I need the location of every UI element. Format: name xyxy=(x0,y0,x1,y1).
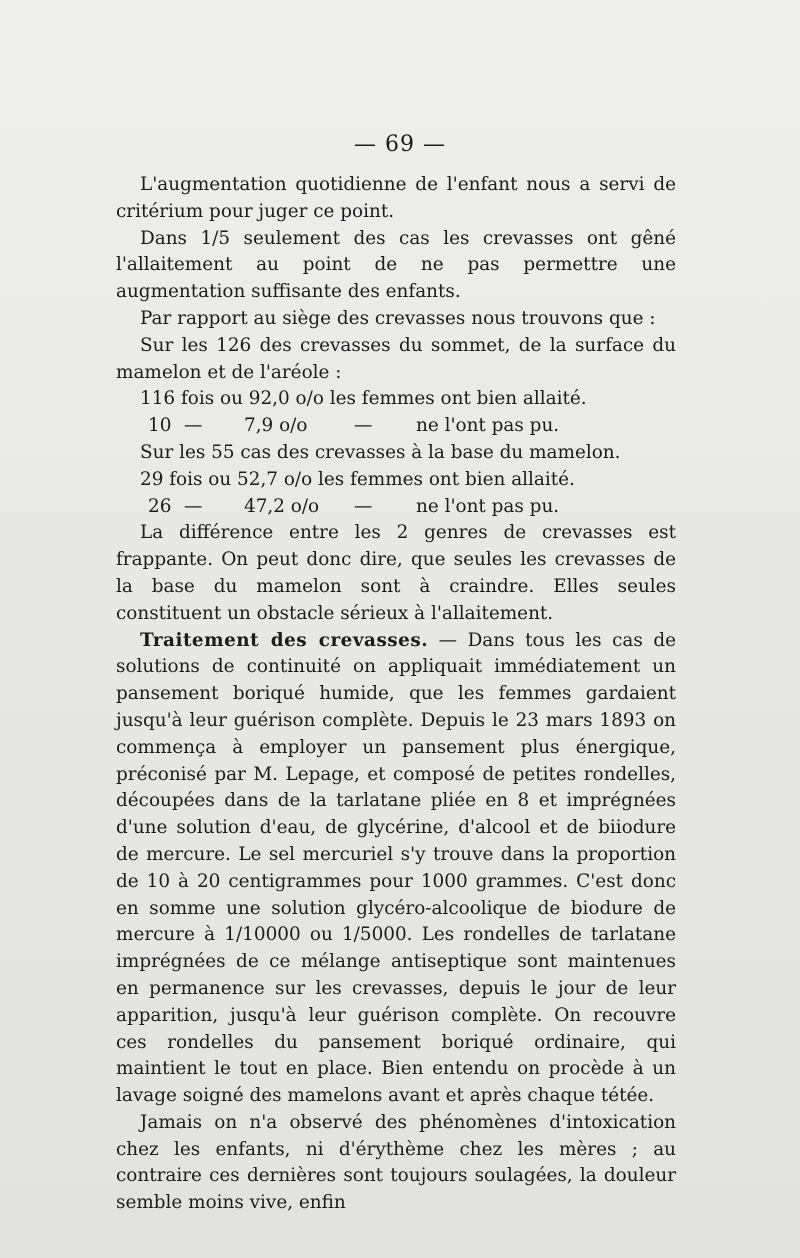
page-number: — 69 — xyxy=(354,132,446,157)
stat-dash: — xyxy=(184,415,203,437)
paragraph-treatment xyxy=(116,628,676,1110)
stat-row-summit-success xyxy=(116,386,676,413)
stat-dash: — xyxy=(184,495,203,517)
paragraph-criterion: L'augmentation quotidienne de l'enfant nous a servi de critérium pour juger ce point. xyxy=(116,174,676,222)
stat-text: ne l'ont pas pu. xyxy=(416,495,560,517)
stat-count: 26 xyxy=(148,495,172,517)
paragraph-difference: La différence entre les 2 genres de crevasses est frappante. On peut donc dire, que seules les crevasses de la base du mamelon sont à craindre. Elles seules constituent un obstacle sérieux à l'allaitement. xyxy=(116,522,676,624)
paragraph-site: Par rapport au siège des crevasses nous trouvons que : xyxy=(140,307,656,329)
stat-percent: 7,9 o/o xyxy=(244,415,308,437)
paragraph-base: Sur les 55 cas des crevasses à la base du mamelon. xyxy=(140,441,621,463)
paragraph-intoxication: Jamais on n'a observé des phénomènes d'intoxication chez les enfants, ni d'érythème chez les mères ; au contraire ces dernières sont toujours soulagées, la douleur semble moins vive, enfin xyxy=(116,1111,676,1214)
stat-text: 29 fois ou 52,7 o/o les femmes ont bien allaité. xyxy=(140,468,575,490)
stat-row-base-success xyxy=(116,467,676,494)
stat-row-base-failure xyxy=(116,494,676,521)
stat-text: ne l'ont pas pu. xyxy=(416,415,560,437)
section-text: — Dans tous les cas de solutions de continuité on appliquait immédiatement un pansement boriqué humide, que les femmes gardaient jusqu'à leur guérison complète. Depuis le 23 mars 1893 on commença à employer un pansement plus énergique, préconisé par M. Lepage, et composé de petites rondelles, découpées dans de la tarlatane pliée en 8 et imprégnées d'une solution d'eau, de glycérine, d'alcool et de biiodure de mercure. Le sel mercuriel s'y trouve dans la proportion de 10 à 20 centigrammes pour 1000 grammes. C'est donc en somme une solution glycéro-alcoolique de biodure de mercure à 1/10000 ou 1/5000. Les rondelles de tarlatane imprégnées de ce mélange antiseptique sont maintenues en permanence sur les crevasses, depuis le jour de leur apparition, jusqu'à leur guérison complète. On recouvre ces rondelles du pansement boriqué ordinaire, qui maintient le tout en place. Bien entendu on procède à un lavage soigné des mamelons avant et après chaque tétée. xyxy=(116,629,676,1107)
stat-count: 10 xyxy=(148,415,172,437)
page-text xyxy=(116,172,676,1217)
section-heading: Traitement des crevasses. xyxy=(140,629,429,651)
stat-row-summit-failure xyxy=(116,413,676,440)
stat-text: 116 fois ou 92,0 o/o les femmes ont bien allaité. xyxy=(140,388,587,410)
stat-dash: — xyxy=(354,415,373,437)
stat-percent: 47,2 o/o xyxy=(244,495,320,517)
paragraph-one-fifth: Dans 1/5 seulement des cas les crevasses ont gêné l'allaitement au point de ne pas permettre une augmentation suffisante des enfants. xyxy=(116,227,676,303)
stat-dash: — xyxy=(354,495,373,517)
paragraph-summit: Sur les 126 des crevasses du sommet, de la surface du mamelon et de l'aréole : xyxy=(116,334,676,383)
